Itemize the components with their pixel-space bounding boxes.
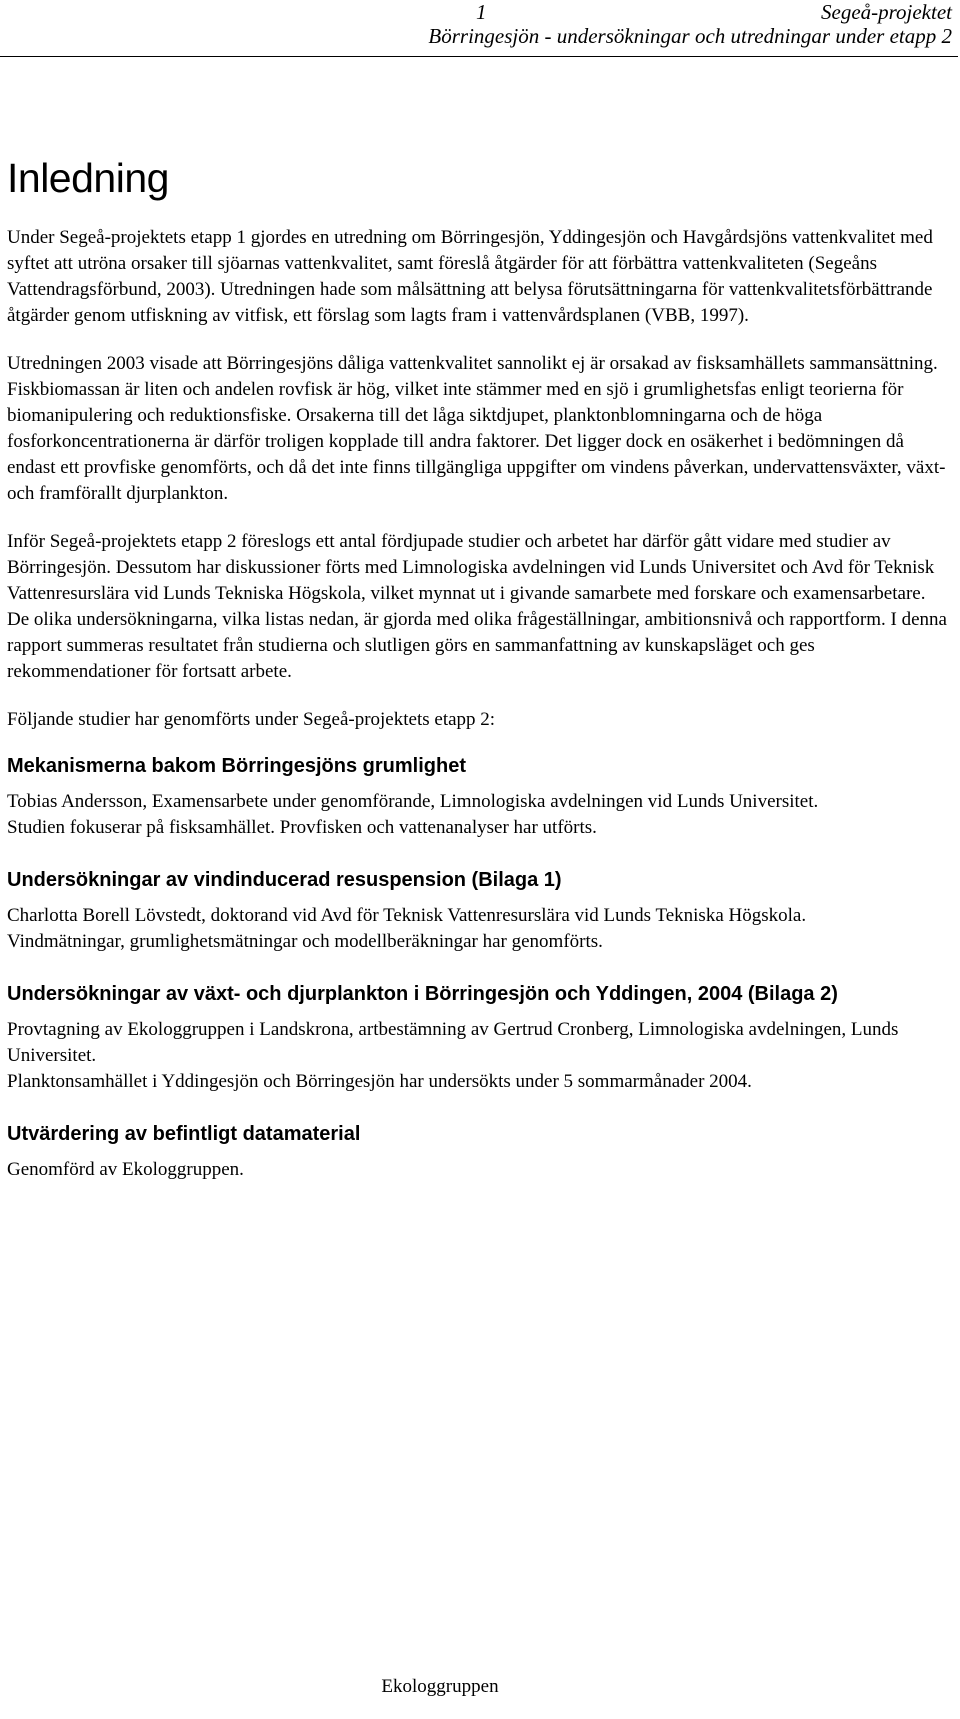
- section-text: Planktonsamhället i Yddingesjön och Börringesjön har undersökts under 5 sommarmånader 2004.: [7, 1071, 752, 1092]
- footer-text: Ekologgruppen: [381, 1676, 499, 1697]
- main-content: [7, 153, 951, 1183]
- study-section: [7, 1121, 951, 1183]
- page-header: [0, 0, 958, 57]
- section-text: Provtagning av Ekologgruppen i Landskrona, artbestämning av Gertrud Cronberg, Limnologiska avdelningen, Lunds Universitet.: [7, 1019, 899, 1066]
- paragraph-1: Under Segeå-projektets etapp 1 gjordes en utredning om Börringesjön, Yddingesjön och Havgårdsjöns vattenkvalitet med syftet att utröna orsaker till sjöarnas vattenkvalitet, samt föreslå åtgärder för att förbättra vattenkvaliteten (Segeåns Vattendragsförbund, 2003). Utredningen hade som målsättning att belysa förutsättningarna för vattenkvalitetsförbättrande åtgärder genom utfiskning av vitfisk, ett förslag som lagts fram i vattenvårdsplanen (VBB, 1997).: [7, 227, 933, 326]
- paragraph-2: Utredningen 2003 visade att Börringesjöns dåliga vattenkvalitet sannolikt ej är orsakad av fisksamhällets sammansättning. Fiskbiomassan är liten och andelen rovfisk är hög, vilket inte stämmer med en sjö i grumlighetsfas enligt teorierna för biomanipulering och reduktionsfiske. Orsakerna till det låga siktdjupet, planktonblomningarna och de höga fosforkoncentrationerna är därför troligen kopplade till andra faktorer. Det ligger dock en osäkerhet i bedömningen då endast ett provfiske genomförts, och då det inte finns tillgängliga uppgifter om vindens påverkan, undervattensväxter, växt- och framförallt djurplankton.: [7, 353, 946, 504]
- section-text: Charlotta Borell Lövstedt, doktorand vid Avd för Teknisk Vattenresurslära vid Lunds Tekniska Högskola.: [7, 905, 807, 926]
- study-section: [7, 981, 951, 1095]
- section-heading: Undersökningar av vindinducerad resuspension (Bilaga 1): [7, 869, 562, 891]
- header-subtitle: Börringesjön - undersökningar och utredningar under etapp 2: [428, 24, 952, 48]
- section-heading: Utvärdering av befintligt datamaterial: [7, 1123, 361, 1145]
- header-project-name: Segeå-projektet: [821, 0, 952, 24]
- study-section: [7, 867, 951, 955]
- section-text: Genomförd av Ekologgruppen.: [7, 1159, 244, 1180]
- section-heading: Undersökningar av växt- och djurplankton i Börringesjön och Yddingen, 2004 (Bilaga 2): [7, 983, 838, 1005]
- paragraph-4: Följande studier har genomförts under Segeå-projektets etapp 2:: [7, 709, 496, 730]
- page-title: Inledning: [7, 155, 169, 201]
- study-section: [7, 753, 951, 841]
- paragraph-3: Inför Segeå-projektets etapp 2 föreslogs ett antal fördjupade studier och arbetet har därför gått vidare med studier av Börringesjön. Dessutom har diskussioner förts med Limnologiska avdelningen vid Lunds Universitet och Avd för Teknisk Vattenresurslära vid Lunds Tekniska Högskola, vilket mynnat ut i givande samarbete med forskare och examensarbetare. De olika undersökningarna, vilka listas nedan, är gjorda med olika frågeställningar, ambitionsnivå och rapportform. I denna rapport summeras resultatet från studierna och slutligen görs en sammanfattning av kunskapsläget och ges rekommendationer för fortsatt arbete.: [7, 531, 947, 682]
- page-footer: [0, 1676, 960, 1698]
- page-number: 1: [476, 0, 487, 24]
- section-text: Studien fokuserar på fisksamhället. Provfisken och vattenanalyser har utförts.: [7, 817, 597, 838]
- section-text: Vindmätningar, grumlighetsmätningar och modellberäkningar har genomförts.: [7, 931, 603, 952]
- section-heading: Mekanismerna bakom Börringesjöns grumlighet: [7, 755, 466, 777]
- section-text: Tobias Andersson, Examensarbete under genomförande, Limnologiska avdelningen vid Lunds Universitet.: [7, 791, 819, 812]
